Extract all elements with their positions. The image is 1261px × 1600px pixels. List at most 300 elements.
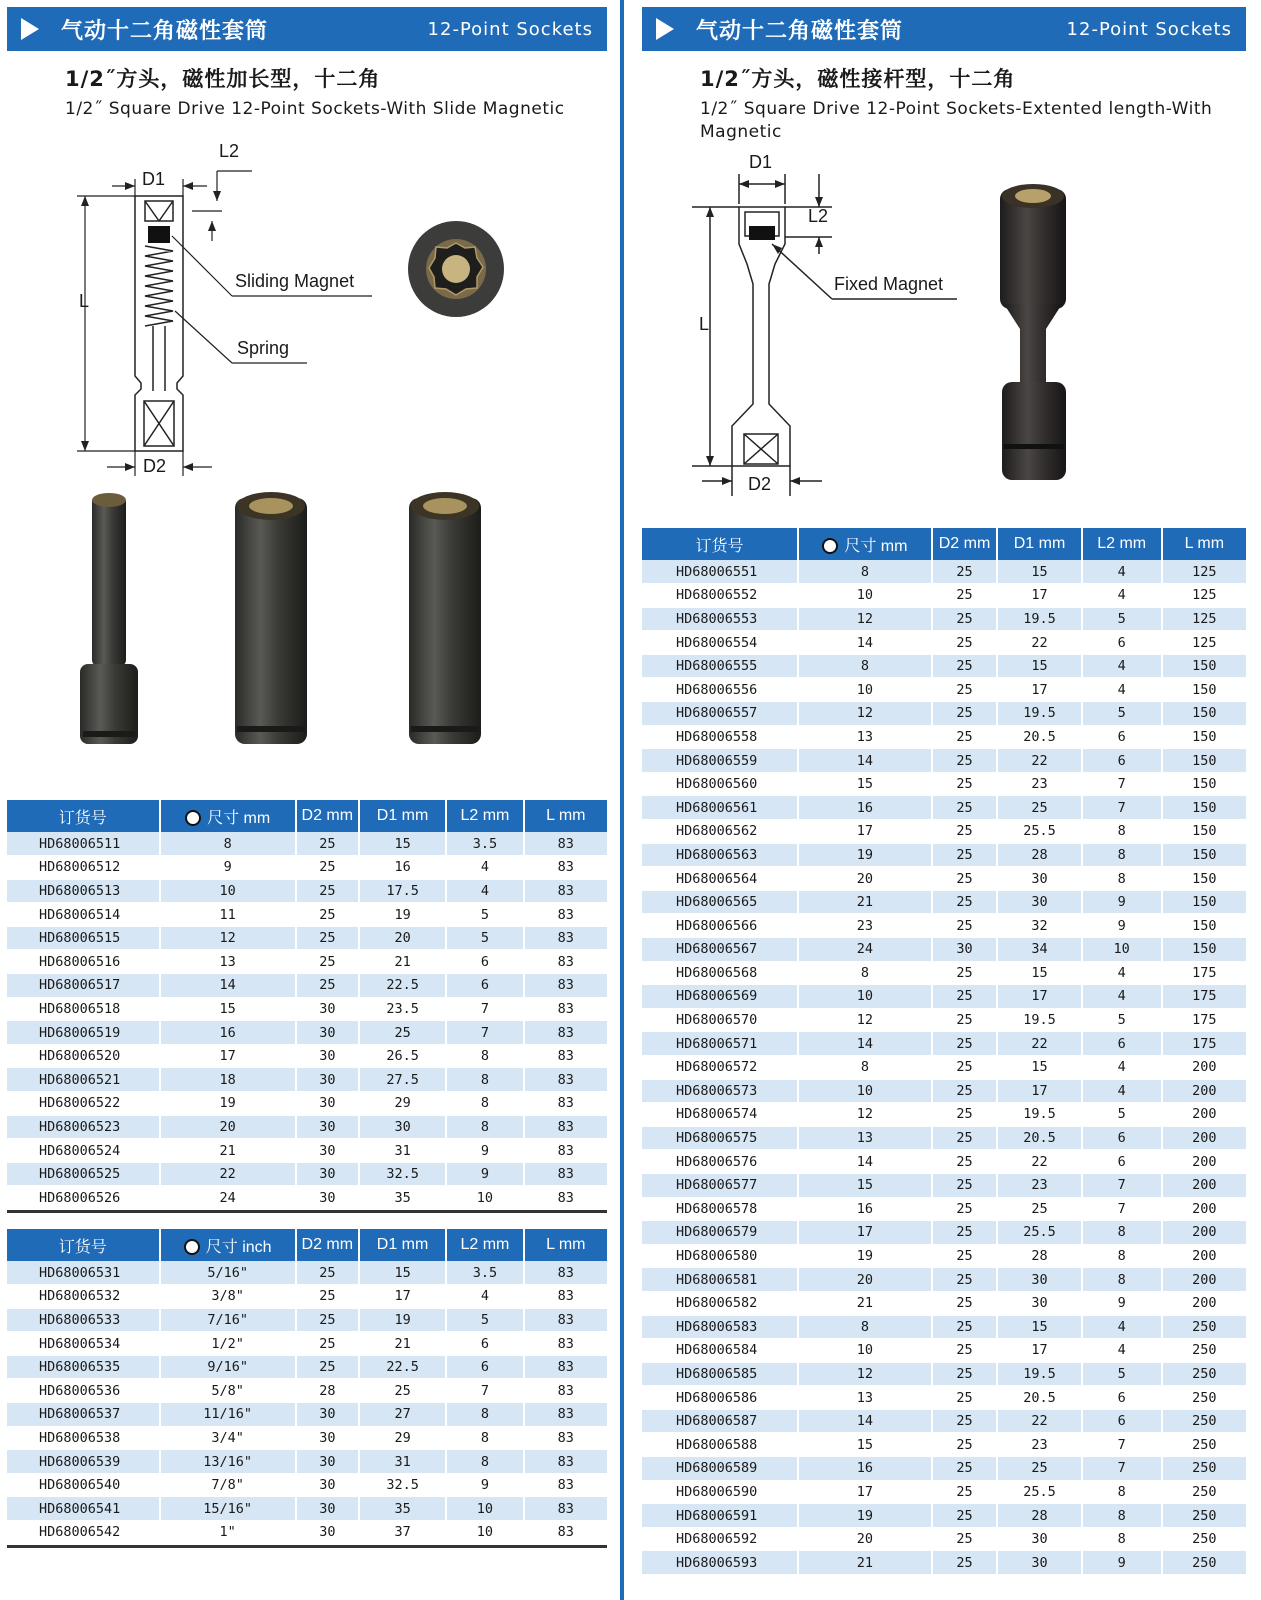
table-cell: 22 [997,749,1081,773]
socket-cross-section-drawing [7,121,607,486]
table-cell: HD68006569 [642,985,798,1009]
table-cell: 30 [296,1521,359,1545]
table-row [642,749,1246,773]
table-cell: 30 [296,1450,359,1474]
header-l2: L2 mm [1082,528,1162,560]
table-cell: HD68006520 [7,1044,160,1068]
label-l: L [699,314,710,334]
table-cell: HD68006535 [7,1355,160,1379]
table-cell: HD68006587 [642,1409,798,1433]
table-cell: 7 [446,1379,523,1403]
table-cell: 8 [446,1403,523,1427]
table-cell: 250 [1162,1409,1246,1433]
table-cell: HD68006555 [642,654,798,678]
table-cell: 10 [798,1079,932,1103]
table-cell: HD68006582 [642,1291,798,1315]
table-cell: 150 [1162,938,1246,962]
table-cell: 10 [446,1497,523,1521]
table-cell: 200 [1162,1126,1246,1150]
table-cell: 21 [798,1551,932,1575]
table-cell: 19.5 [997,607,1081,631]
table-cell: 25 [932,1504,998,1528]
table-row [642,702,1246,726]
table-cell: 19 [359,1308,446,1332]
table-cell: 13 [160,950,296,974]
table-row [7,1261,607,1285]
table-cell: 16 [798,796,932,820]
table-cell: 83 [524,1115,607,1139]
table-cell: 250 [1162,1457,1246,1481]
table-cell: 200 [1162,1197,1246,1221]
table-cell: 83 [524,879,607,903]
table-cell: 34 [997,938,1081,962]
table-cell: 30 [997,1551,1081,1575]
table-cell: 23.5 [359,997,446,1021]
table-cell: 13/16" [160,1450,296,1474]
table-cell: 6 [446,1355,523,1379]
table-cell: 30 [296,1162,359,1186]
table-cell: 83 [524,1450,607,1474]
table-cell: HD68006581 [642,1268,798,1292]
table-row [7,1497,607,1521]
table-cell: 37 [359,1521,446,1545]
table-cell: 150 [1162,914,1246,938]
table-cell: 25 [932,1480,998,1504]
play-triangle-icon [656,18,674,40]
table-cell: 9 [1082,890,1162,914]
table-cell: 15 [997,1055,1081,1079]
label-fixed-magnet: Fixed Magnet [834,274,944,294]
table-cell: 22 [997,1409,1081,1433]
table-row [7,997,607,1021]
table-cell: 83 [524,1068,607,1092]
table-cell: 28 [296,1379,359,1403]
table-bottom-rule [7,1545,607,1548]
table-cell: 15 [359,1261,446,1285]
right-column [642,0,1246,1575]
header-order-no: 订货号 [7,800,160,832]
table-cell: 19 [798,1504,932,1528]
table-cell: 25 [359,1021,446,1045]
table-cell: 150 [1162,678,1246,702]
table-cell: 25 [296,974,359,998]
table-cell: 4 [1082,1055,1162,1079]
table-cell: 6 [1082,1032,1162,1056]
banner-title-en: 12-Point Sockets [1066,18,1232,40]
table-cell: 9 [1082,914,1162,938]
table-cell: 17 [997,678,1081,702]
header-l: L mm [524,800,607,832]
table-row [7,1162,607,1186]
table-cell: 25 [932,1032,998,1056]
table-cell: HD68006514 [7,903,160,927]
table-row [642,1362,1246,1386]
table-cell: 5 [446,1308,523,1332]
table-cell: 25 [296,832,359,856]
table-row [7,856,607,880]
table-cell: 21 [359,950,446,974]
table-cell: HD68006538 [7,1426,160,1450]
table-cell: HD68006589 [642,1457,798,1481]
table-cell: 13 [798,725,932,749]
table-cell: HD68006577 [642,1173,798,1197]
table-cell: 6 [1082,1126,1162,1150]
table-cell: HD68006586 [642,1386,798,1410]
table-cell: 83 [524,1355,607,1379]
table-cell: 3/8" [160,1285,296,1309]
subtitle-cn: 1/2˝方头，磁性加长型，十二角 [65,67,381,91]
table-cell: HD68006564 [642,867,798,891]
table-cell: 25 [932,1527,998,1551]
table-cell: 8 [798,560,932,584]
table-cell: 30 [296,1044,359,1068]
table-cell: 6 [446,974,523,998]
table-cell: HD68006570 [642,1008,798,1032]
table-cell: 25.5 [997,1480,1081,1504]
table-cell: HD68006534 [7,1332,160,1356]
header-l2: L2 mm [446,1229,523,1261]
table-cell: 1/2" [160,1332,296,1356]
table-cell: 4 [446,1285,523,1309]
table-cell: 4 [1082,961,1162,985]
table-cell: 250 [1162,1480,1246,1504]
table-cell: 25 [932,749,998,773]
table-cell: 25 [932,1221,998,1245]
table-cell: 12 [798,607,932,631]
socket-photos [7,486,607,800]
table-row [642,1409,1246,1433]
table-cell: 30 [997,1268,1081,1292]
table-cell: 20.5 [997,725,1081,749]
header-order-no: 订货号 [642,528,798,560]
table-cell: HD68006590 [642,1480,798,1504]
table-cell: 12 [160,926,296,950]
table-cell: 83 [524,1139,607,1163]
table-cell: 19.5 [997,1362,1081,1386]
table-cell: 30 [359,1115,446,1139]
table-cell: HD68006540 [7,1473,160,1497]
table-cell: 20 [160,1115,296,1139]
table-cell: 19.5 [997,702,1081,726]
header-size: 尺寸 mm [160,800,296,832]
table-cell: 25 [932,725,998,749]
table-cell: 200 [1162,1291,1246,1315]
table-cell: 25 [932,678,998,702]
table-cell: HD68006566 [642,914,798,938]
table-cell: 3.5 [446,1261,523,1285]
table-cell: 7 [1082,1173,1162,1197]
table-cell: 30 [296,1403,359,1427]
table-cell: 6 [1082,725,1162,749]
table-cell: HD68006531 [7,1261,160,1285]
table-cell: HD68006575 [642,1126,798,1150]
table-cell: HD68006593 [642,1551,798,1575]
table-cell: 5 [446,903,523,927]
table-cell: 3/4" [160,1426,296,1450]
table-cell: HD68006565 [642,890,798,914]
table-cell: 23 [997,1173,1081,1197]
header-d2: D2 mm [932,528,998,560]
table-cell: 22 [997,1150,1081,1174]
table-cell: 10 [798,584,932,608]
table-row [642,1291,1246,1315]
table-cell: 83 [524,1497,607,1521]
table-cell: 32.5 [359,1162,446,1186]
table-cell: 25 [932,654,998,678]
table-row [642,1504,1246,1528]
table-cell: 13 [798,1126,932,1150]
table-cell: 200 [1162,1173,1246,1197]
table-cell: 24 [798,938,932,962]
table-row [642,1197,1246,1221]
table-cell: 15 [160,997,296,1021]
table-row [7,1139,607,1163]
table-row [642,867,1246,891]
table-row [642,678,1246,702]
table-cell: 4 [1082,1339,1162,1363]
table-cell: 4 [1082,985,1162,1009]
table-cell: 8 [1082,1480,1162,1504]
inch-table-body [7,1261,607,1544]
table-cell: 25 [932,1244,998,1268]
table-cell: 3.5 [446,832,523,856]
table-cell: HD68006563 [642,843,798,867]
table-cell: 5 [1082,702,1162,726]
banner-title-en: 12-Point Sockets [427,18,593,40]
table-cell: HD68006554 [642,631,798,655]
subtitle-en: 1/2˝ Square Drive 12-Point Sockets-With Slide Magnetic [65,99,565,119]
table-cell: HD68006511 [7,832,160,856]
table-cell: 21 [798,890,932,914]
table-cell: 83 [524,1332,607,1356]
table-cell: 9/16" [160,1355,296,1379]
table-cell: 25 [932,796,998,820]
table-cell: 8 [1082,867,1162,891]
socket-photo-illustrations [7,486,607,800]
table-cell: 250 [1162,1433,1246,1457]
table-cell: 25 [296,1285,359,1309]
table-row [7,1021,607,1045]
table-row [642,631,1246,655]
table-cell: 4 [1082,1315,1162,1339]
fixed-magnet-diagram [642,144,1246,528]
table-cell: HD68006578 [642,1197,798,1221]
table-cell: 200 [1162,1150,1246,1174]
header-size: 尺寸 inch [160,1229,296,1261]
subtitle-cn: 1/2˝方头，磁性接杆型，十二角 [700,67,1016,91]
table-cell: 83 [524,1426,607,1450]
table-row [642,985,1246,1009]
table-cell: 28 [997,843,1081,867]
table-cell: 25 [932,843,998,867]
table-cell: 83 [524,1308,607,1332]
table-cell: 10 [798,985,932,1009]
table-cell: 25 [932,914,998,938]
table-cell: 25 [932,702,998,726]
table-cell: HD68006517 [7,974,160,998]
table-cell: 150 [1162,867,1246,891]
table-cell: 200 [1162,1268,1246,1292]
table-cell: 8 [446,1092,523,1116]
table-cell: HD68006571 [642,1032,798,1056]
table-cell: 4 [446,879,523,903]
table-cell: 27.5 [359,1068,446,1092]
table-cell: 18 [160,1068,296,1092]
subtitle-en: 1/2˝ Square Drive 12-Point Sockets-Extented length-With Magnetic [700,99,1213,142]
table-cell: HD68006526 [7,1186,160,1210]
table-cell: 17 [997,1339,1081,1363]
table-cell: 10 [446,1186,523,1210]
table-cell: 25 [997,1197,1081,1221]
table-cell: 19.5 [997,1008,1081,1032]
table-cell: 17 [997,584,1081,608]
table-cell: 12 [798,702,932,726]
table-row [642,1150,1246,1174]
table-cell: 20 [798,1268,932,1292]
table-cell: 25 [997,796,1081,820]
table-cell: 13 [798,1386,932,1410]
table-cell: 25 [932,1008,998,1032]
table-cell: 83 [524,856,607,880]
table-cell: 16 [798,1197,932,1221]
table-cell: 175 [1162,1008,1246,1032]
table-cell: HD68006552 [642,584,798,608]
table-cell: 30 [296,997,359,1021]
table-cell: 7 [1082,772,1162,796]
table-cell: 24 [160,1186,296,1210]
table-cell: 20.5 [997,1126,1081,1150]
table-row [7,1450,607,1474]
table-cell: 25 [932,772,998,796]
table-cell: 7 [1082,796,1162,820]
table-cell: 14 [798,631,932,655]
table-cell: 15 [798,772,932,796]
table-cell: 22.5 [359,1355,446,1379]
table-cell: HD68006513 [7,879,160,903]
table-cell: 6 [446,950,523,974]
table-cell: 83 [524,1285,607,1309]
table-cell: 25 [997,1457,1081,1481]
table-cell: 25 [932,1457,998,1481]
table-cell: 150 [1162,820,1246,844]
table-cell: 25 [932,1150,998,1174]
table-cell: 17 [160,1044,296,1068]
table-row [7,1332,607,1356]
table-cell: 8 [446,1450,523,1474]
table-cell: 20 [359,926,446,950]
table-cell: 25 [296,1308,359,1332]
table-row [7,1521,607,1545]
header-d1: D1 mm [359,1229,446,1261]
table-cell: 8 [798,1315,932,1339]
table-cell: 19.5 [997,1103,1081,1127]
table-cell: 8 [798,654,932,678]
table-cell: HD68006542 [7,1521,160,1545]
table-cell: 19 [160,1092,296,1116]
table-cell: HD68006576 [642,1150,798,1174]
label-d1: D1 [142,169,166,189]
table-cell: HD68006536 [7,1379,160,1403]
table-row [642,1126,1246,1150]
table-cell: 4 [446,856,523,880]
table-cell: 83 [524,950,607,974]
table-cell: 21 [359,1332,446,1356]
table-cell: 150 [1162,796,1246,820]
table-cell: 25 [932,1197,998,1221]
table-cell: 83 [524,1186,607,1210]
table-row [642,1315,1246,1339]
table-cell: 25.5 [997,820,1081,844]
table-cell: 11 [160,903,296,927]
table-cell: 10 [160,879,296,903]
table-cell: 1" [160,1521,296,1545]
table-cell: 5/8" [160,1379,296,1403]
table-cell: 23 [997,772,1081,796]
label-l: L [79,291,90,311]
table-row [642,1032,1246,1056]
table-cell: HD68006580 [642,1244,798,1268]
table-row [642,961,1246,985]
table-cell: HD68006521 [7,1068,160,1092]
slide-magnet-diagram [7,121,607,486]
table-cell: 25 [932,631,998,655]
label-l2: L2 [219,141,240,161]
table-cell: 7 [446,1021,523,1045]
table-cell: HD68006537 [7,1403,160,1427]
table-cell: 26.5 [359,1044,446,1068]
table-cell: 8 [1082,1527,1162,1551]
table-cell: 8 [1082,843,1162,867]
table-cell: 150 [1162,749,1246,773]
table-cell: 4 [1082,560,1162,584]
table-cell: 25 [932,820,998,844]
table-cell: HD68006583 [642,1315,798,1339]
table-cell: 30 [997,890,1081,914]
table-cell: 9 [160,856,296,880]
table-cell: 14 [798,1032,932,1056]
table-cell: 17 [997,985,1081,1009]
table-row [642,725,1246,749]
table-row [642,772,1246,796]
table-cell: 9 [446,1473,523,1497]
table-cell: 25 [932,1173,998,1197]
table-row [642,843,1246,867]
table-cell: 25 [296,856,359,880]
table-cell: HD68006551 [642,560,798,584]
table-cell: 35 [359,1497,446,1521]
table-cell: 19 [798,843,932,867]
table-cell: 12 [798,1008,932,1032]
table-cell: 17.5 [359,879,446,903]
table-cell: 20.5 [997,1386,1081,1410]
table-row [7,1285,607,1309]
label-l2: L2 [808,206,829,226]
table-cell: 16 [160,1021,296,1045]
table-cell: 8 [446,1044,523,1068]
table-cell: 250 [1162,1504,1246,1528]
extension-socket-drawing [642,144,1246,528]
table-cell: HD68006573 [642,1079,798,1103]
header-order-no: 订货号 [7,1229,160,1261]
table-cell: 6 [1082,1150,1162,1174]
table-cell: HD68006541 [7,1497,160,1521]
table-header-row [642,528,1246,560]
table-cell: 125 [1162,631,1246,655]
table-cell: 200 [1162,1244,1246,1268]
table-cell: 25 [296,1261,359,1285]
table-cell: 25 [296,950,359,974]
table-cell: 8 [446,1426,523,1450]
